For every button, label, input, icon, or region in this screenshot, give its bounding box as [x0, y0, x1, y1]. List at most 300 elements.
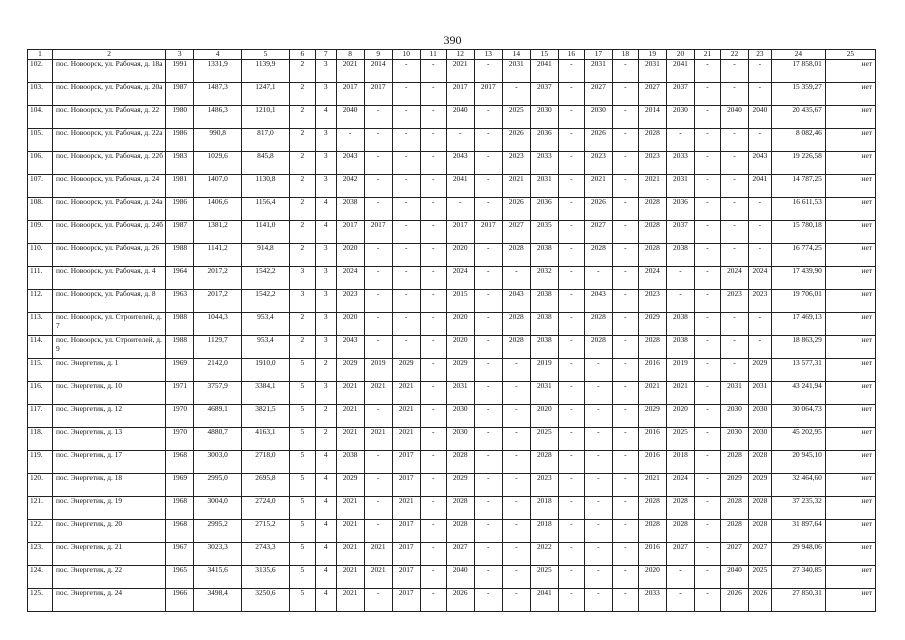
table-cell: - — [364, 198, 392, 221]
table-cell: 2030 — [530, 106, 558, 129]
table-cell: - — [420, 60, 446, 83]
table-cell: 2 — [289, 60, 315, 83]
table-cell: 2017 — [364, 83, 392, 106]
row-number-cell: 125. — [28, 589, 53, 612]
table-cell: 2015 — [446, 290, 474, 313]
table-cell: 3023,3 — [194, 543, 242, 566]
table-cell: 1963 — [166, 290, 194, 313]
table-row — [28, 589, 876, 612]
table-cell: - — [364, 152, 392, 175]
table-cell: - — [502, 566, 530, 589]
table-cell: 1988 — [166, 336, 194, 359]
table-cell: - — [584, 497, 612, 520]
cost-cell: 45 202,95 — [771, 428, 825, 451]
table-cell: 2031 — [446, 382, 474, 405]
table-cell: 2040 — [336, 106, 364, 129]
table-cell: - — [420, 336, 446, 359]
table-cell: 2021 — [336, 520, 364, 543]
table-row — [28, 336, 876, 359]
table-cell: 2027 — [638, 83, 666, 106]
table-cell: 2 — [289, 244, 315, 267]
table-cell: 1486,3 — [194, 106, 242, 129]
table-cell: 2021 — [638, 474, 666, 497]
table-cell: 2018 — [530, 497, 558, 520]
column-number-cell: 13 — [474, 50, 502, 60]
table-cell: 1381,2 — [194, 221, 242, 244]
table-row — [28, 198, 876, 221]
status-cell: нет — [825, 106, 875, 129]
table-cell: 2021 — [638, 175, 666, 198]
table-cell: - — [694, 543, 720, 566]
table-cell: 2017 — [392, 520, 420, 543]
table-cell: - — [502, 83, 530, 106]
table-cell: - — [474, 520, 502, 543]
table-cell: 2027 — [446, 543, 474, 566]
table-cell: - — [748, 221, 771, 244]
table-cell: 2027 — [720, 543, 748, 566]
housing-repair-table — [27, 49, 876, 612]
table-cell: - — [612, 497, 638, 520]
table-cell: 2030 — [446, 405, 474, 428]
table-cell: 2017 — [336, 83, 364, 106]
table-cell: 2017 — [392, 543, 420, 566]
table-cell: 2025 — [530, 566, 558, 589]
table-cell: - — [420, 198, 446, 221]
table-cell: 2031 — [584, 60, 612, 83]
table-cell: 2 — [289, 221, 315, 244]
table-cell: 2028 — [502, 244, 530, 267]
table-cell: - — [474, 543, 502, 566]
table-cell: 1988 — [166, 313, 194, 336]
table-cell: - — [584, 428, 612, 451]
table-row — [28, 175, 876, 198]
table-cell: 1247,1 — [242, 83, 290, 106]
address-cell: пос. Новоорск, ул. Рабочая, д. 24 — [52, 175, 165, 198]
cost-cell: 19 226,58 — [771, 152, 825, 175]
table-row — [28, 60, 876, 83]
status-cell: нет — [825, 221, 875, 244]
table-cell: 1542,2 — [242, 290, 290, 313]
table-cell: - — [558, 428, 584, 451]
cost-cell: 15 780,18 — [771, 221, 825, 244]
table-row — [28, 244, 876, 267]
table-cell: 2724,0 — [242, 497, 290, 520]
table-cell: - — [558, 497, 584, 520]
row-number-cell: 122. — [28, 520, 53, 543]
table-cell: - — [558, 244, 584, 267]
table-cell: 1983 — [166, 152, 194, 175]
table-cell: 2023 — [720, 290, 748, 313]
table-cell: - — [694, 290, 720, 313]
table-cell: 1987 — [166, 83, 194, 106]
table-cell: 2030 — [720, 405, 748, 428]
table-cell: 3415,6 — [194, 566, 242, 589]
table-cell: 2021 — [392, 497, 420, 520]
table-cell: - — [720, 336, 748, 359]
table-cell: 817,0 — [242, 129, 290, 152]
table-cell: 2028 — [748, 520, 771, 543]
table-cell: - — [584, 382, 612, 405]
status-cell: нет — [825, 405, 875, 428]
row-number-cell: 117. — [28, 405, 53, 428]
address-cell: пос. Энергетик, д. 19 — [52, 497, 165, 520]
table-cell: 2017 — [336, 221, 364, 244]
table-cell: 2041 — [530, 60, 558, 83]
column-number-cell: 23 — [748, 50, 771, 60]
row-number-cell: 119. — [28, 451, 53, 474]
table-cell: 5 — [289, 359, 315, 382]
table-cell: - — [364, 129, 392, 152]
column-number-cell: 21 — [694, 50, 720, 60]
row-number-cell: 102. — [28, 60, 53, 83]
table-cell: - — [666, 267, 694, 290]
table-cell: 2040 — [720, 106, 748, 129]
table-cell: 2028 — [638, 520, 666, 543]
address-cell: пос. Энергетик, д. 10 — [52, 382, 165, 405]
table-cell: - — [558, 175, 584, 198]
table-cell: 2028 — [584, 244, 612, 267]
table-cell: - — [364, 589, 392, 612]
table-cell: - — [558, 267, 584, 290]
table-cell: 2021 — [638, 382, 666, 405]
table-cell: 2024 — [666, 474, 694, 497]
table-cell: - — [612, 451, 638, 474]
table-cell: - — [392, 106, 420, 129]
table-cell: 2 — [315, 428, 336, 451]
table-cell: 1970 — [166, 405, 194, 428]
table-cell: 2038 — [530, 290, 558, 313]
table-cell: 2038 — [530, 313, 558, 336]
table-cell: 2016 — [638, 543, 666, 566]
table-cell: - — [474, 60, 502, 83]
row-number-cell: 114. — [28, 336, 53, 359]
table-cell: - — [558, 382, 584, 405]
table-row — [28, 382, 876, 405]
table-cell: 5 — [289, 451, 315, 474]
column-number-cell: 16 — [558, 50, 584, 60]
row-number-cell: 105. — [28, 129, 53, 152]
table-cell: - — [502, 405, 530, 428]
table-cell: 2025 — [748, 566, 771, 589]
table-cell: - — [420, 129, 446, 152]
table-cell: - — [666, 566, 694, 589]
table-cell: 2020 — [446, 313, 474, 336]
table-cell: 2026 — [446, 589, 474, 612]
column-number-cell: 2 — [52, 50, 165, 60]
table-cell: - — [584, 474, 612, 497]
table-cell: 4 — [315, 106, 336, 129]
table-cell: 2 — [315, 405, 336, 428]
table-row — [28, 313, 876, 336]
table-cell: - — [612, 543, 638, 566]
table-cell: 2041 — [748, 175, 771, 198]
table-cell: - — [502, 382, 530, 405]
table-row — [28, 497, 876, 520]
table-cell: 914,8 — [242, 244, 290, 267]
table-cell: 2029 — [336, 474, 364, 497]
table-cell: 2142,0 — [194, 359, 242, 382]
table-cell: 4 — [315, 451, 336, 474]
table-row — [28, 221, 876, 244]
table-cell: 4689,1 — [194, 405, 242, 428]
table-cell: 1966 — [166, 589, 194, 612]
table-cell: 5 — [289, 428, 315, 451]
address-cell: пос. Энергетик, д. 18 — [52, 474, 165, 497]
table-row — [28, 405, 876, 428]
table-cell: 2029 — [336, 359, 364, 382]
address-cell: пос. Новоорск, ул. Рабочая, д. 24а — [52, 198, 165, 221]
row-number-cell: 109. — [28, 221, 53, 244]
table-cell: - — [584, 566, 612, 589]
status-cell: нет — [825, 129, 875, 152]
table-cell: 2016 — [638, 428, 666, 451]
cost-cell: 30 064,73 — [771, 405, 825, 428]
table-cell: - — [392, 244, 420, 267]
table-cell: - — [364, 290, 392, 313]
table-cell: 2030 — [720, 428, 748, 451]
address-cell: пос. Новоорск, ул. Рабочая, д. 18а — [52, 60, 165, 83]
table-cell: - — [502, 267, 530, 290]
table-cell: - — [612, 60, 638, 83]
table-cell: 2038 — [666, 244, 694, 267]
status-cell: нет — [825, 267, 875, 290]
table-cell: - — [474, 589, 502, 612]
table-cell: 1487,3 — [194, 83, 242, 106]
table-cell: - — [420, 497, 446, 520]
table-cell: 2017 — [446, 83, 474, 106]
table-cell: 2021 — [336, 60, 364, 83]
table-cell: 3 — [315, 175, 336, 198]
table-cell: - — [420, 589, 446, 612]
table-cell: 2023 — [638, 290, 666, 313]
table-cell: - — [558, 60, 584, 83]
table-cell: - — [336, 129, 364, 152]
table-cell: - — [612, 336, 638, 359]
table-cell: 3 — [315, 336, 336, 359]
row-number-cell: 121. — [28, 497, 53, 520]
table-cell: 2021 — [336, 566, 364, 589]
table-cell: - — [694, 221, 720, 244]
table-cell: - — [584, 267, 612, 290]
table-cell: 2021 — [336, 428, 364, 451]
table-cell: 2026 — [584, 198, 612, 221]
table-cell: 4 — [315, 520, 336, 543]
table-cell: 4880,7 — [194, 428, 242, 451]
table-cell: - — [558, 152, 584, 175]
table-cell: 1970 — [166, 428, 194, 451]
table-cell: 5 — [289, 382, 315, 405]
status-cell: нет — [825, 451, 875, 474]
row-number-cell: 112. — [28, 290, 53, 313]
table-cell: 2017 — [392, 474, 420, 497]
table-cell: 2023 — [584, 152, 612, 175]
table-cell: 2019 — [530, 359, 558, 382]
table-cell: 1210,1 — [242, 106, 290, 129]
table-cell: 2019 — [364, 359, 392, 382]
table-cell: 2715,2 — [242, 520, 290, 543]
table-cell: 2021 — [502, 175, 530, 198]
table-cell: 2023 — [502, 152, 530, 175]
table-cell: 2028 — [748, 497, 771, 520]
table-cell: 2028 — [530, 451, 558, 474]
table-cell: - — [420, 428, 446, 451]
table-cell: - — [474, 405, 502, 428]
column-number-cell: 4 — [194, 50, 242, 60]
table-cell: 3821,5 — [242, 405, 290, 428]
table-cell: 2021 — [364, 382, 392, 405]
table-cell: - — [748, 129, 771, 152]
table-cell: - — [420, 244, 446, 267]
table-cell: 2043 — [748, 152, 771, 175]
cost-cell: 19 706,01 — [771, 290, 825, 313]
table-cell: 2042 — [336, 175, 364, 198]
table-cell: - — [748, 336, 771, 359]
table-cell: 3 — [315, 152, 336, 175]
cost-cell: 13 577,31 — [771, 359, 825, 382]
table-cell: 2031 — [530, 382, 558, 405]
table-cell: 2020 — [446, 336, 474, 359]
table-cell: 2021 — [336, 405, 364, 428]
address-cell: пос. Энергетик, д. 1 — [52, 359, 165, 382]
table-cell: 2028 — [502, 313, 530, 336]
table-cell: - — [474, 198, 502, 221]
column-number-cell: 18 — [612, 50, 638, 60]
table-cell: 5 — [289, 520, 315, 543]
table-cell: - — [612, 520, 638, 543]
table-cell: - — [364, 451, 392, 474]
table-cell: 2041 — [666, 60, 694, 83]
table-cell: 2017 — [446, 221, 474, 244]
row-number-cell: 110. — [28, 244, 53, 267]
table-cell: - — [420, 405, 446, 428]
address-cell: пос. Новоорск, ул. Рабочая, д. 26 — [52, 244, 165, 267]
row-number-cell: 115. — [28, 359, 53, 382]
table-cell: 2038 — [530, 244, 558, 267]
table-cell: 2030 — [666, 106, 694, 129]
table-cell: 2028 — [720, 520, 748, 543]
table-cell: - — [558, 405, 584, 428]
table-cell: - — [666, 129, 694, 152]
column-number-cell: 10 — [392, 50, 420, 60]
table-cell: - — [748, 60, 771, 83]
table-cell: - — [694, 589, 720, 612]
table-row — [28, 428, 876, 451]
table-cell: - — [446, 129, 474, 152]
table-cell: - — [364, 405, 392, 428]
table-cell: 2026 — [502, 198, 530, 221]
table-cell: - — [364, 313, 392, 336]
table-cell: - — [720, 175, 748, 198]
table-cell: 5 — [289, 589, 315, 612]
cost-cell: 16 774,25 — [771, 244, 825, 267]
table-cell: 2017 — [392, 566, 420, 589]
table-cell: - — [612, 428, 638, 451]
table-cell: 2021 — [336, 543, 364, 566]
table-cell: 1141,0 — [242, 221, 290, 244]
address-cell: пос. Энергетик, д. 24 — [52, 589, 165, 612]
table-cell: - — [502, 428, 530, 451]
table-cell: 2030 — [748, 405, 771, 428]
table-cell: 2028 — [720, 451, 748, 474]
column-number-cell: 22 — [720, 50, 748, 60]
table-cell: 2021 — [364, 566, 392, 589]
table-cell: - — [420, 566, 446, 589]
table-cell: - — [474, 428, 502, 451]
table-cell: - — [502, 359, 530, 382]
table-row — [28, 543, 876, 566]
table-cell: - — [612, 474, 638, 497]
table-cell: 2030 — [584, 106, 612, 129]
table-cell: 2024 — [336, 267, 364, 290]
cost-cell: 29 948,06 — [771, 543, 825, 566]
table-cell: 2036 — [530, 198, 558, 221]
table-cell: 2040 — [720, 566, 748, 589]
table-cell: - — [694, 175, 720, 198]
table-cell: 953,4 — [242, 313, 290, 336]
table-cell: 1044,3 — [194, 313, 242, 336]
table-cell: - — [720, 60, 748, 83]
table-cell: 2021 — [364, 543, 392, 566]
cost-cell: 15 359,27 — [771, 83, 825, 106]
column-number-cell: 3 — [166, 50, 194, 60]
table-cell: 2995,0 — [194, 474, 242, 497]
table-cell: 2016 — [638, 451, 666, 474]
table-cell: - — [720, 221, 748, 244]
table-cell: 2033 — [638, 589, 666, 612]
row-number-cell: 103. — [28, 83, 53, 106]
table-cell: 2020 — [638, 566, 666, 589]
table-cell: - — [612, 290, 638, 313]
table-cell: 3 — [315, 244, 336, 267]
table-cell: 1986 — [166, 198, 194, 221]
table-cell: 3135,6 — [242, 566, 290, 589]
table-cell: 2021 — [336, 589, 364, 612]
table-cell: - — [694, 198, 720, 221]
table-cell: 2038 — [666, 313, 694, 336]
table-cell: 2029 — [392, 359, 420, 382]
table-row — [28, 290, 876, 313]
table-cell: - — [694, 474, 720, 497]
status-cell: нет — [825, 152, 875, 175]
table-cell: 2043 — [584, 290, 612, 313]
table-cell: 2028 — [748, 451, 771, 474]
table-cell: 2028 — [638, 198, 666, 221]
table-cell: - — [558, 566, 584, 589]
table-cell: 2028 — [446, 520, 474, 543]
table-cell: - — [694, 359, 720, 382]
table-cell: - — [364, 474, 392, 497]
table-cell: - — [392, 60, 420, 83]
table-cell: - — [558, 198, 584, 221]
table-cell: - — [420, 83, 446, 106]
table-cell: - — [694, 60, 720, 83]
address-cell: пос. Энергетик, д. 20 — [52, 520, 165, 543]
table-cell: - — [748, 313, 771, 336]
table-cell: - — [558, 520, 584, 543]
column-number-cell: 6 — [289, 50, 315, 60]
table-cell: 1130,8 — [242, 175, 290, 198]
table-cell: - — [392, 290, 420, 313]
table-cell: 2017 — [364, 221, 392, 244]
table-cell: 2036 — [666, 198, 694, 221]
table-cell: 1542,2 — [242, 267, 290, 290]
row-number-cell: 123. — [28, 543, 53, 566]
table-cell: 2021 — [336, 382, 364, 405]
table-cell: - — [694, 451, 720, 474]
table-cell: 3384,1 — [242, 382, 290, 405]
table-cell: 2 — [289, 152, 315, 175]
table-cell: - — [364, 267, 392, 290]
